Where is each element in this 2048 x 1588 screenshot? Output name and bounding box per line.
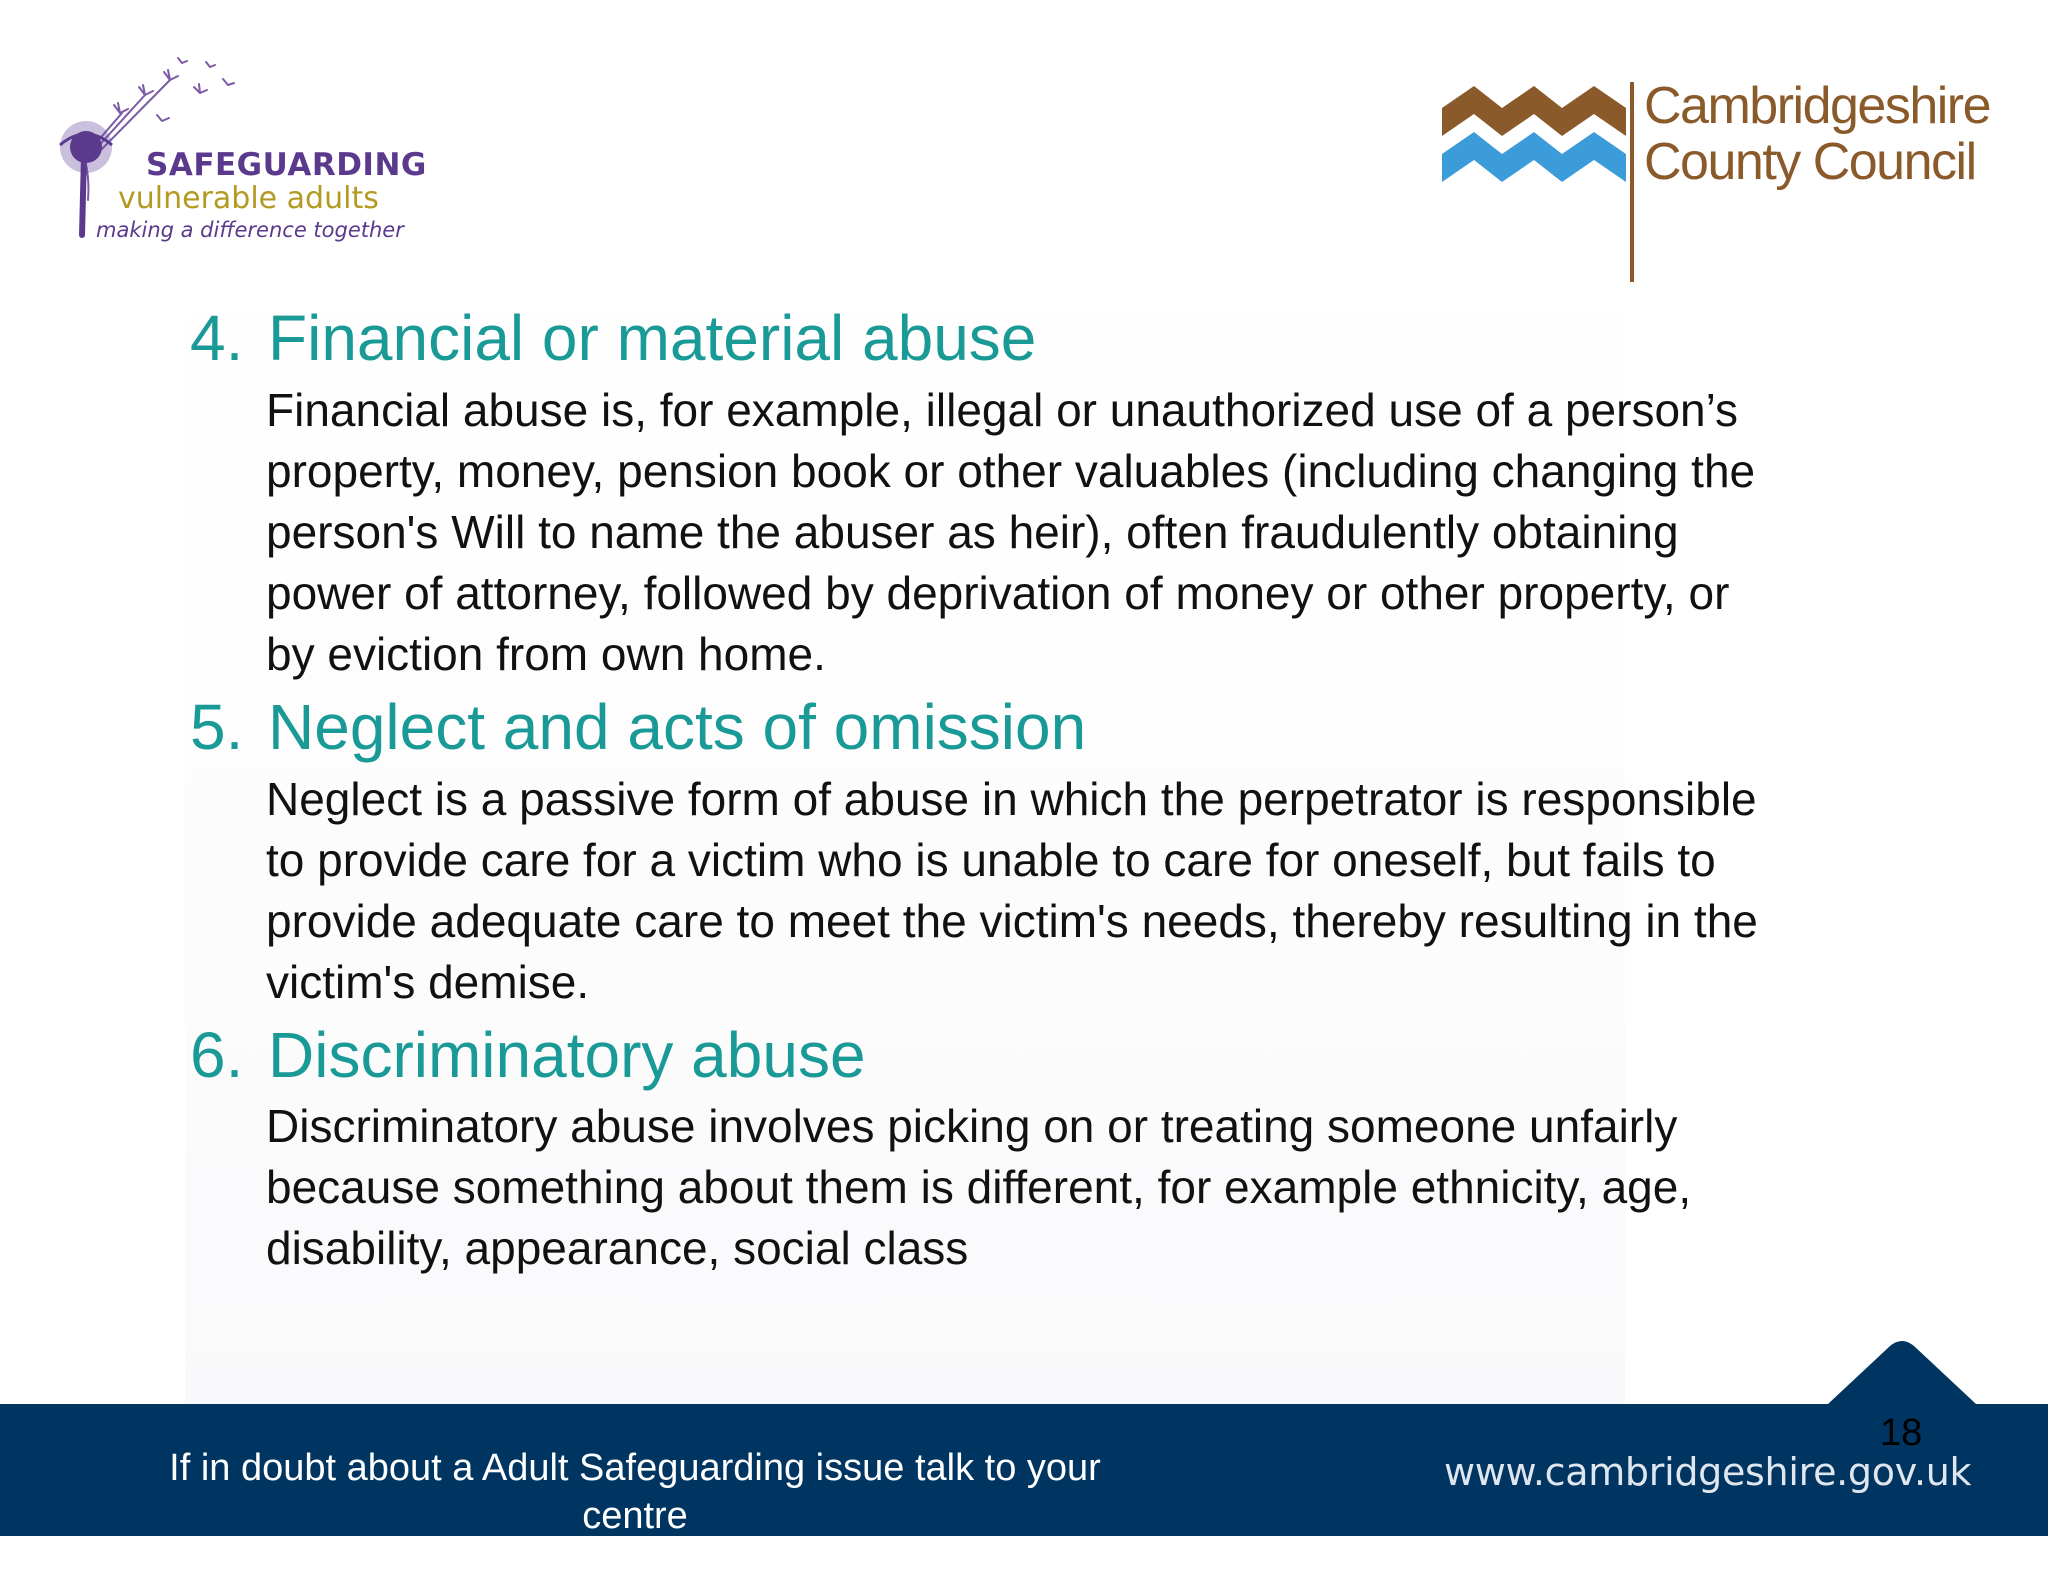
safeguarding-tagline: making a difference together — [96, 218, 404, 242]
item-title: Discriminatory abuse — [268, 1019, 866, 1091]
item-number: 6. — [190, 1019, 244, 1091]
description-line: person's Will to name the abuser as heir), often fraudulently obtaining — [266, 506, 1679, 558]
footer-website-link[interactable]: www.cambridgeshire.gov.uk — [1444, 1450, 1972, 1494]
safeguarding-logo — [50, 55, 427, 255]
description-line: property, money, pension book or other valuables (including changing the — [266, 445, 1756, 497]
item-number: 4. — [190, 302, 244, 374]
item-heading-discriminatory — [190, 1019, 866, 1091]
council-name-line1: Cambridgeshire — [1644, 77, 1991, 135]
description-line: to provide care for a victim who is unable to care for oneself, but fails to — [266, 834, 1716, 886]
council-name — [1644, 78, 1990, 190]
item-heading-neglect — [190, 691, 1086, 763]
council-logo — [1440, 77, 1991, 288]
description-line: Neglect is a passive form of abuse in which the perpetrator is responsible — [266, 773, 1757, 825]
item-description-neglect — [266, 769, 1946, 1013]
description-line: Financial abuse is, for example, illegal or unauthorized use of a person’s — [266, 384, 1738, 436]
footer-message-line2: manager or use the contact details in your resources folder — [139, 1543, 1131, 1585]
footer-message-line1: If in doubt about a Adult Safeguarding issue talk to your centre — [169, 1447, 1101, 1537]
safeguarding-title: SAFEGUARDING — [146, 147, 427, 183]
footer-message — [130, 1444, 1140, 1588]
waves-icon — [1440, 78, 1630, 188]
description-line: victim's demise. — [266, 956, 590, 1008]
logo-divider — [1630, 82, 1634, 282]
item-description-discriminatory — [266, 1096, 1946, 1279]
item-description-financial — [266, 380, 1946, 685]
item-heading-financial — [190, 302, 1036, 374]
item-title: Neglect and acts of omission — [268, 691, 1087, 763]
description-line: provide adequate care to meet the victim's needs, thereby resulting in the — [266, 895, 1758, 947]
description-line: disability, appearance, social class — [266, 1222, 969, 1274]
description-line: by eviction from own home. — [266, 628, 826, 680]
item-title: Financial or material abuse — [268, 302, 1037, 374]
description-line: Discriminatory abuse involves picking on or treating someone unfairly — [266, 1100, 1678, 1152]
council-name-line2: County Council — [1644, 133, 1976, 191]
description-line: because something about them is different, for example ethnicity, age, — [266, 1161, 1692, 1213]
item-number: 5. — [190, 691, 244, 763]
slide-number: 18 — [1880, 1412, 1923, 1454]
safeguarding-subtitle: vulnerable adults — [118, 181, 379, 216]
description-line: power of attorney, followed by deprivation of money or other property, or — [266, 567, 1730, 619]
